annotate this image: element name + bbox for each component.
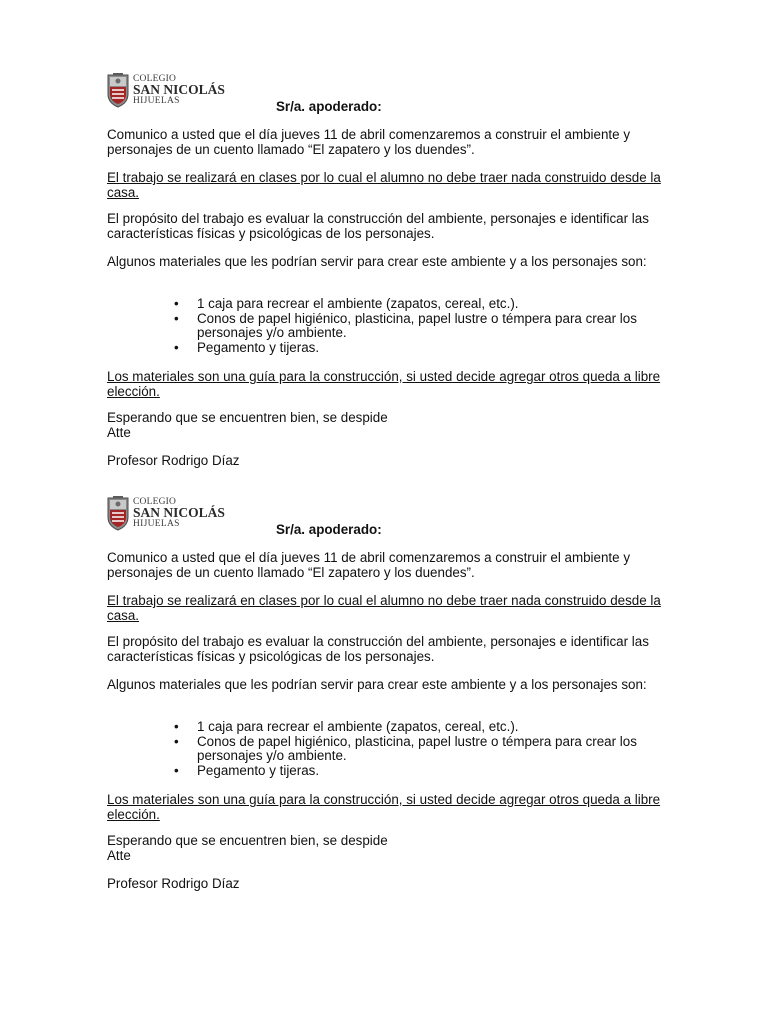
- closing-line: Esperando que se encuentren bien, se despide: [107, 410, 388, 425]
- list-item: • Pegamento y tijeras.: [107, 341, 637, 356]
- signature: Profesor Rodrigo Díaz: [107, 453, 240, 468]
- purpose-paragraph: El propósito del trabajo es evaluar la construcción del ambiente, personajes e identificar las características físicas y psicológicas de los personajes.: [107, 211, 649, 241]
- school-crest-icon: [107, 495, 129, 531]
- materials-intro-paragraph: Algunos materiales que les podrían servir para crear este ambiente y a los personajes son:: [107, 254, 647, 269]
- list-item: • Conos de papel higiénico, plasticina, papel lustre o témpera para crear los personajes y/o ambiente.: [107, 735, 637, 764]
- materials-list: [107, 297, 667, 355]
- purpose-paragraph: El propósito del trabajo es evaluar la construcción del ambiente, personajes e identificar las características físicas y psicológicas de los personajes.: [107, 634, 649, 664]
- atte-line: Atte: [107, 848, 131, 863]
- list-item: • 1 caja para recrear el ambiente (zapatos, cereal, etc.).: [107, 720, 637, 735]
- intro-paragraph: Comunico a usted que el día jueves 11 de abril comenzaremos a construir el ambiente y personajes de un cuento llamado “El zapatero y los duendes”.: [107, 127, 631, 157]
- clases-note-paragraph: El trabajo se realizará en clases por lo cual el alumno no debe traer nada construido desde la casa.: [107, 170, 661, 200]
- letter-1: [0, 72, 768, 482]
- school-crest-icon: [107, 72, 129, 108]
- letter-2: [0, 495, 768, 905]
- logo-text-colegio: COLEGIO: [133, 497, 177, 507]
- intro-paragraph: Comunico a usted que el día jueves 11 de abril comenzaremos a construir el ambiente y personajes de un cuento llamado “El zapatero y los duendes”.: [107, 550, 631, 580]
- logo-text-colegio: COLEGIO: [133, 74, 177, 84]
- salutation: Sr/a. apoderado:: [276, 99, 382, 114]
- materials-note-paragraph: Los materiales son una guía para la construcción, si usted decide agregar otros queda a libre elección.: [107, 369, 661, 399]
- list-item: • 1 caja para recrear el ambiente (zapatos, cereal, etc.).: [107, 297, 637, 312]
- clases-note-paragraph: El trabajo se realizará en clases por lo cual el alumno no debe traer nada construido desde la casa.: [107, 593, 661, 623]
- signature: Profesor Rodrigo Díaz: [107, 876, 240, 891]
- logo-text-location: HIJUELAS: [133, 96, 180, 106]
- school-logo: [107, 72, 237, 112]
- salutation: Sr/a. apoderado:: [276, 522, 382, 537]
- closing-line: Esperando que se encuentren bien, se despide: [107, 833, 388, 848]
- list-item: • Conos de papel higiénico, plasticina, papel lustre o témpera para crear los personajes y/o ambiente.: [107, 312, 637, 341]
- materials-list: [107, 720, 667, 778]
- atte-line: Atte: [107, 425, 131, 440]
- logo-text-location: HIJUELAS: [133, 519, 180, 529]
- school-logo: [107, 495, 237, 535]
- list-item: • Pegamento y tijeras.: [107, 764, 637, 779]
- logo-text-name: SAN NICOLÁS: [133, 505, 225, 520]
- materials-note-paragraph: Los materiales son una guía para la construcción, si usted decide agregar otros queda a libre elección.: [107, 792, 661, 822]
- logo-text-name: SAN NICOLÁS: [133, 82, 225, 97]
- materials-intro-paragraph: Algunos materiales que les podrían servir para crear este ambiente y a los personajes son:: [107, 677, 647, 692]
